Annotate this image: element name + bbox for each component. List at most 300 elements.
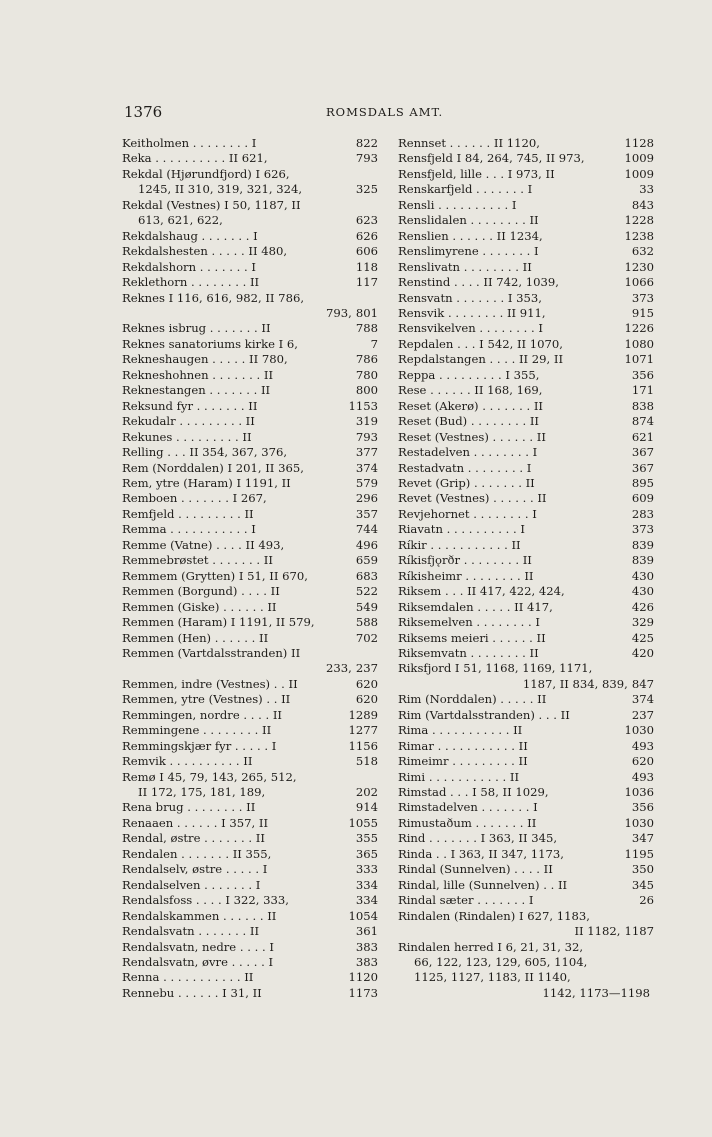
entry-page: 843 [631, 197, 654, 212]
index-entry [122, 383, 378, 398]
index-entry [398, 723, 654, 738]
page-header [0, 103, 712, 123]
entry-page: 118 [355, 259, 378, 274]
entry-text: Remme (Vatne) . . . . II 493, [122, 537, 285, 552]
index-entry [398, 569, 654, 584]
index-column-left [122, 136, 378, 1001]
index-entry [122, 414, 378, 429]
index-entry [122, 631, 378, 646]
entry-text: Remfjeld . . . . . . . . . II [122, 506, 254, 521]
entry-text: Rendalskammen . . . . . . II [122, 908, 277, 923]
index-entry [398, 275, 654, 290]
entry-page: 333 [355, 862, 378, 877]
entry-page: 345 [631, 877, 654, 892]
entry-page: 1030 [624, 723, 654, 738]
entry-page: 801 [355, 305, 378, 320]
entry-text: Rensvatn . . . . . . . I 353, [398, 290, 542, 305]
index-entry [122, 229, 378, 244]
index-entry [122, 167, 378, 182]
index-entry-continuation [122, 306, 378, 321]
entry-page: 621 [631, 429, 654, 444]
entry-text: Reppa . . . . . . . . . I 355, [398, 367, 540, 382]
entry-page: 325 [355, 182, 378, 197]
index-entry [122, 831, 378, 846]
index-entry [122, 615, 378, 630]
entry-text: Rendalsfoss . . . . I 322, 333, [122, 893, 289, 908]
entry-text: Reklethorn . . . . . . . . II [122, 275, 260, 290]
index-entry [398, 692, 654, 707]
index-entry [398, 847, 654, 862]
index-entry [122, 399, 378, 414]
index-entry [122, 260, 378, 275]
entry-page: 620 [355, 676, 378, 691]
index-entry [122, 878, 378, 893]
entry-page: 1156 [348, 738, 378, 753]
entry-text: 1187, II 834, 839, [522, 676, 628, 691]
entry-text: Reset (Akerø) . . . . . . . II [398, 398, 544, 413]
entry-text: Remmen (Haram) I 1191, II 579, [122, 615, 315, 630]
entry-text: Rensfjeld, lille . . . I 973, II [398, 166, 555, 181]
index-entry-continuation [122, 785, 378, 800]
index-entry [122, 352, 378, 367]
entry-text: Riksems meieri . . . . . . II [398, 630, 546, 645]
entry-text: Rendalselv, østre . . . . . I [122, 862, 268, 877]
entry-page: 788 [355, 321, 378, 336]
index-entry [398, 708, 654, 723]
entry-page: 420 [631, 645, 654, 660]
index-entry [122, 909, 378, 924]
index-entry [398, 414, 654, 429]
entry-text: Ríkisfjǫrðr . . . . . . . . II [398, 553, 532, 568]
index-entry [398, 507, 654, 522]
entry-text: Remma . . . . . . . . . . . I [122, 522, 256, 537]
index-entry [122, 275, 378, 290]
entry-text: II 1182, [574, 924, 621, 939]
entry-text: Reksund fyr . . . . . . . II [122, 398, 258, 413]
entry-page: 1009 [624, 166, 654, 181]
index-entry [398, 198, 654, 213]
entry-page: 915 [631, 305, 654, 320]
entry-page: 793 [355, 429, 378, 444]
index-entry-continuation [122, 182, 378, 197]
entry-page: 26 [639, 893, 654, 908]
index-entry [122, 893, 378, 908]
index-entry [398, 831, 654, 846]
entry-page: 914 [355, 800, 378, 815]
entry-text: Rimstad . . . I 58, II 1029, [398, 785, 549, 800]
entry-text: Rim (Norddalen) . . . . . II [398, 692, 547, 707]
entry-text: Renslivatn . . . . . . . . II [398, 259, 532, 274]
entry-text: Renaaen . . . . . . I 357, II [122, 815, 269, 830]
entry-page: 329 [631, 615, 654, 630]
entry-text: Rekunes . . . . . . . . . II [122, 429, 252, 444]
index-entry [122, 739, 378, 754]
entry-text: 1245, II 310, 319, 321, 324, [138, 182, 303, 197]
index-entry [398, 538, 654, 553]
index-entry [398, 522, 654, 537]
entry-page: 355 [355, 831, 378, 846]
entry-page: 847 [631, 676, 654, 691]
entry-page: 659 [355, 553, 378, 568]
entry-page: 319 [355, 414, 378, 429]
entry-page: 367 [631, 460, 654, 475]
entry-text: Rekdal (Hjørundfjord) I 626, [122, 166, 290, 181]
index-entry [398, 461, 654, 476]
entry-text: 233, [326, 661, 352, 676]
index-column-right [398, 136, 654, 1001]
entry-text: Rendalselven . . . . . . . I [122, 877, 261, 892]
entry-text: Reknes I 116, 616, 982, II 786, [122, 290, 305, 305]
entry-page: 800 [355, 383, 378, 398]
index-entry [398, 352, 654, 367]
entry-page: 426 [631, 599, 654, 614]
entry-page: 425 [631, 630, 654, 645]
index-entry-continuation [398, 924, 654, 939]
entry-text: Reknes isbrug . . . . . . . II [122, 321, 271, 336]
index-entry [122, 321, 378, 336]
index-entry [398, 430, 654, 445]
index-entry [398, 646, 654, 661]
entry-page: 237 [355, 661, 378, 676]
entry-page: 838 [631, 398, 654, 413]
entry-text: Rekdal (Vestnes) I 50, 1187, II [122, 197, 301, 212]
index-entry [398, 383, 654, 398]
entry-text: Rindal, lille (Sunnelven) . . II [398, 877, 568, 892]
entry-text: Rindal sæter . . . . . . . I [398, 893, 534, 908]
index-entry [122, 986, 378, 1001]
index-entry [122, 538, 378, 553]
entry-page: 356 [631, 800, 654, 815]
index-entry [122, 646, 378, 661]
entry-page: 334 [355, 877, 378, 892]
index-entry [122, 708, 378, 723]
entry-page: 518 [355, 754, 378, 769]
entry-text: Rimi . . . . . . . . . . . II [398, 769, 520, 784]
entry-text: Rindal (Sunnelven) . . . . II [398, 862, 553, 877]
entry-page: 1277 [348, 723, 378, 738]
entry-text: Rem (Norddalen) I 201, II 365, [122, 460, 304, 475]
index-entry [398, 167, 654, 182]
entry-text: Revet (Grip) . . . . . . . II [398, 475, 535, 490]
entry-page: 117 [355, 275, 378, 290]
entry-text: Remø I 45, 79, 143, 265, 512, [122, 769, 297, 784]
entry-page: 895 [631, 475, 654, 490]
index-entry [398, 291, 654, 306]
entry-text: Rimustaðum . . . . . . . II [398, 815, 537, 830]
entry-text: Restadvatn . . . . . . . . I [398, 460, 532, 475]
entry-text: 66, 122, 123, 129, 605, 1104, [414, 955, 588, 970]
entry-page: 1230 [624, 259, 654, 274]
index-entry [398, 878, 654, 893]
index-entry [122, 600, 378, 615]
entry-page: 237 [631, 707, 654, 722]
entry-text: Renslimyrene . . . . . . . I [398, 244, 539, 259]
entry-page: 493 [631, 769, 654, 784]
entry-text: Rendal, østre . . . . . . . II [122, 831, 265, 846]
entry-text: Rekneshohnen . . . . . . . II [122, 367, 274, 382]
index-entry [122, 924, 378, 939]
entry-text: Relling . . . II 354, 367, 376, [122, 445, 288, 460]
entry-page: 683 [355, 568, 378, 583]
entry-text: 1142, 1173—1198 [542, 985, 650, 1000]
entry-page: 374 [355, 460, 378, 475]
entry-page: 1030 [624, 815, 654, 830]
entry-text: Reka . . . . . . . . . . II 621, [122, 151, 268, 166]
entry-page: 1228 [624, 213, 654, 228]
entry-text: Remmebrøstet . . . . . . . II [122, 553, 273, 568]
index-entry [122, 800, 378, 815]
entry-text: Rensfjeld I 84, 264, 745, II 973, [398, 151, 585, 166]
entry-page: 7 [370, 336, 378, 351]
entry-text: Reknestangen . . . . . . . II [122, 383, 271, 398]
entry-text: Revet (Vestnes) . . . . . . II [398, 491, 547, 506]
entry-text: Renna . . . . . . . . . . . II [122, 970, 254, 985]
index-entry [398, 491, 654, 506]
entry-page: 579 [355, 475, 378, 490]
entry-page: 430 [631, 584, 654, 599]
entry-text: 1125, 1127, 1183, II 1140, [414, 970, 571, 985]
index-entry [398, 476, 654, 491]
index-entry-continuation [122, 661, 378, 676]
entry-text: Riksem . . . II 417, 422, 424, [398, 584, 565, 599]
index-entry [122, 940, 378, 955]
entry-text: Riksemdalen . . . . . II 417, [398, 599, 553, 614]
entry-text: Revjehornet . . . . . . . . I [398, 506, 537, 521]
entry-text: Rekdalshorn . . . . . . . I [122, 259, 256, 274]
index-entry [122, 816, 378, 831]
entry-page: 1195 [624, 846, 654, 861]
entry-page: 549 [355, 599, 378, 614]
index-entry [398, 229, 654, 244]
index-entry [122, 569, 378, 584]
entry-text: Rinda . . I 363, II 347, 1173, [398, 846, 564, 861]
index-entry [122, 677, 378, 692]
entry-page: 357 [355, 506, 378, 521]
entry-page: 361 [355, 924, 378, 939]
entry-text: Rind . . . . . . . I 363, II 345, [398, 831, 558, 846]
index-entry [122, 522, 378, 537]
entry-text: Reset (Vestnes) . . . . . . II [398, 429, 546, 444]
entry-page: 202 [355, 785, 378, 800]
index-entry [122, 136, 378, 151]
entry-page: 874 [631, 414, 654, 429]
index-entry [398, 584, 654, 599]
entry-page: 373 [631, 290, 654, 305]
entry-text: Rindalen herred I 6, 21, 31, 32, [398, 939, 584, 954]
entry-page: 744 [355, 522, 378, 537]
entry-page: 383 [355, 955, 378, 970]
index-entry [398, 445, 654, 460]
index-entry [398, 244, 654, 259]
entry-text: Riksemelven . . . . . . . . I [398, 615, 540, 630]
entry-page: 296 [355, 491, 378, 506]
entry-page: 620 [631, 754, 654, 769]
entry-page: 839 [631, 553, 654, 568]
entry-text: Remmen (Hen) . . . . . . II [122, 630, 269, 645]
index-entry [398, 661, 654, 676]
entry-page: 496 [355, 537, 378, 552]
index-entry [398, 213, 654, 228]
entry-text: Rendalsvatn . . . . . . . II [122, 924, 260, 939]
index-entry [122, 754, 378, 769]
index-entry-continuation [398, 986, 654, 1001]
index-entry [122, 491, 378, 506]
index-entry [398, 151, 654, 166]
entry-page: 623 [355, 213, 378, 228]
index-entry [122, 553, 378, 568]
entry-text: Rena brug . . . . . . . . II [122, 800, 256, 815]
entry-page: 365 [355, 846, 378, 861]
index-entry [398, 800, 654, 815]
index-entry [398, 631, 654, 646]
entry-page: 632 [631, 244, 654, 259]
index-entry [122, 445, 378, 460]
entry-page: 171 [631, 383, 654, 398]
entry-page: 283 [631, 506, 654, 521]
index-entry [122, 970, 378, 985]
entry-text: Remmen (Giske) . . . . . . II [122, 599, 277, 614]
entry-text: Rendalsvatn, øvre . . . . . I [122, 955, 274, 970]
entry-text: Rensli . . . . . . . . . . I [398, 197, 517, 212]
entry-page: 626 [355, 228, 378, 243]
entry-text: Rekudalr . . . . . . . . . II [122, 414, 255, 429]
entry-page: 588 [355, 615, 378, 630]
entry-page: 822 [355, 136, 378, 150]
entry-text: 613, 621, 622, [138, 213, 223, 228]
entry-page: 793 [355, 151, 378, 166]
index-entry [122, 847, 378, 862]
entry-page: 1071 [624, 352, 654, 367]
index-entry [398, 260, 654, 275]
entry-text: Keitholmen . . . . . . . . I [122, 136, 257, 150]
entry-page: 606 [355, 244, 378, 259]
entry-page: 356 [631, 367, 654, 382]
entry-page: 702 [355, 630, 378, 645]
index-entry [122, 862, 378, 877]
entry-page: 1226 [624, 321, 654, 336]
entry-text: Remmingene . . . . . . . . II [122, 723, 272, 738]
entry-text: Rensvik . . . . . . . . II 911, [398, 305, 546, 320]
index-entry [398, 368, 654, 383]
entry-page: 1080 [624, 336, 654, 351]
index-entry [398, 909, 654, 924]
entry-text: Rimeimr . . . . . . . . . II [398, 754, 528, 769]
entry-text: Reset (Bud) . . . . . . . . II [398, 414, 540, 429]
entry-text: Rendalen . . . . . . . II 355, [122, 846, 272, 861]
index-entry [122, 244, 378, 259]
index-entry [122, 461, 378, 476]
index-entry [398, 770, 654, 785]
entry-page: 373 [631, 522, 654, 537]
entry-text: Rindalen (Rindalen) I 627, 1183, [398, 908, 590, 923]
entry-text: Remmingskjær fyr . . . . . I [122, 738, 277, 753]
index-entry [398, 816, 654, 831]
entry-text: Rendalsvatn, nedre . . . . I [122, 939, 274, 954]
entry-text: Renskarfjeld . . . . . . . I [398, 182, 533, 197]
entry-text: Rekdalshesten . . . . . II 480, [122, 244, 288, 259]
entry-text: Riksfjord I 51, 1168, 1169, 1171, [398, 661, 593, 676]
entry-text: Renslien . . . . . . II 1234, [398, 228, 543, 243]
entry-page: 786 [355, 352, 378, 367]
index-entry [122, 770, 378, 785]
entry-page: 334 [355, 893, 378, 908]
entry-text: Rensvikelven . . . . . . . . I [398, 321, 543, 336]
entry-text: Rekneshaugen . . . . . II 780, [122, 352, 288, 367]
entry-text: Riksemvatn . . . . . . . . II [398, 645, 539, 660]
index-entry-continuation [398, 970, 654, 985]
index-entry [398, 136, 654, 151]
index-entry-continuation [398, 955, 654, 970]
entry-page: 1289 [348, 707, 378, 722]
entry-text: Ríkisheimr . . . . . . . . II [398, 568, 534, 583]
entry-text: Remboen . . . . . . . I 267, [122, 491, 267, 506]
entry-text: Remmingen, nordre . . . . II [122, 707, 283, 722]
entry-text: Rimstadelven . . . . . . . I [398, 800, 538, 815]
index-entry [398, 182, 654, 197]
entry-page: 839 [631, 537, 654, 552]
index-entry [398, 862, 654, 877]
entry-text: Remmen, ytre (Vestnes) . . II [122, 692, 291, 707]
index-entry [122, 337, 378, 352]
entry-text: Remmen (Borgund) . . . . II [122, 584, 280, 599]
entry-text: Renstind . . . . II 742, 1039, [398, 275, 559, 290]
index-entry [122, 198, 378, 213]
entry-page: 383 [355, 939, 378, 954]
entry-page: 350 [631, 862, 654, 877]
entry-text: II 172, 175, 181, 189, [138, 785, 266, 800]
entry-page: 1173 [348, 985, 378, 1000]
index-entry [122, 368, 378, 383]
index-entry [398, 940, 654, 955]
entry-text: Remmen (Vartdalsstranden) II [122, 645, 301, 660]
entry-text: Restadelven . . . . . . . . I [398, 445, 538, 460]
index-entry [398, 306, 654, 321]
entry-page: 780 [355, 367, 378, 382]
index-entry [398, 321, 654, 336]
entry-text: Rem, ytre (Haram) I 1191, II [122, 475, 291, 490]
entry-text: Rima . . . . . . . . . . . II [398, 723, 523, 738]
entry-text: Rekdalshaug . . . . . . . I [122, 228, 258, 243]
entry-page: 374 [631, 692, 654, 707]
index-entry [398, 739, 654, 754]
page-number: 1376 [124, 103, 163, 121]
index-entry [398, 553, 654, 568]
entry-text: Reknes sanatoriums kirke I 6, [122, 336, 298, 351]
entry-text: Rimar . . . . . . . . . . . II [398, 738, 528, 753]
index-entry [122, 584, 378, 599]
entry-page: 1238 [624, 228, 654, 243]
entry-text: Repdalen . . . I 542, II 1070, [398, 336, 563, 351]
entry-page: 620 [355, 692, 378, 707]
index-entry-continuation [398, 677, 654, 692]
entry-text: Remmen, indre (Vestnes) . . II [122, 676, 298, 691]
index-entry [398, 615, 654, 630]
entry-page: 430 [631, 568, 654, 583]
index-entry-continuation [122, 213, 378, 228]
entry-page: 33 [639, 182, 654, 197]
entry-page: 522 [355, 584, 378, 599]
entry-text: Repdalstangen . . . . II 29, II [398, 352, 564, 367]
entry-text: 793, [326, 305, 352, 320]
entry-page: 1055 [348, 815, 378, 830]
index-entry [122, 291, 378, 306]
entry-page: 493 [631, 738, 654, 753]
entry-text: Remmem (Grytten) I 51, II 670, [122, 568, 308, 583]
entry-text: Rese . . . . . . II 168, 169, [398, 383, 543, 398]
index-entry [122, 692, 378, 707]
entry-page: 1128 [624, 136, 654, 150]
entry-text: Rim (Vartdalsstranden) . . . II [398, 707, 570, 722]
